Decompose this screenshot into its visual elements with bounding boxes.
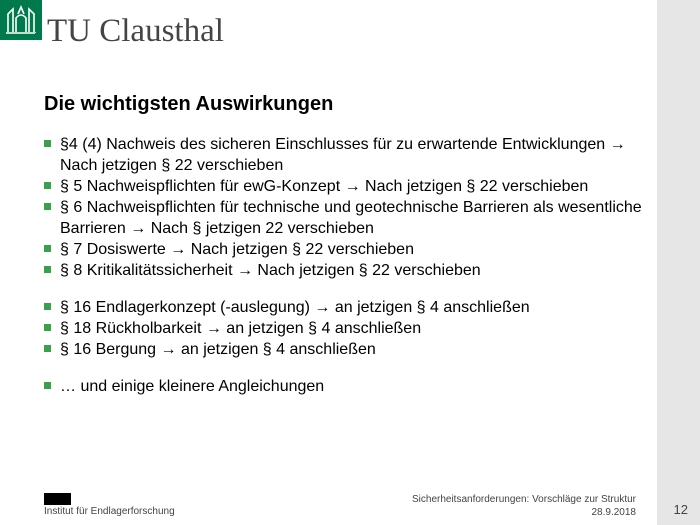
footer-date: 28.9.2018: [591, 507, 636, 518]
bullet-item: … und einige kleinere Angleichungen: [44, 376, 654, 397]
bullet-square-icon: [44, 345, 51, 352]
footer-institute: Institut für Endlagerforschung: [44, 506, 175, 517]
logo-text: TU Clausthal: [47, 13, 224, 49]
bullet-square-icon: [44, 140, 51, 147]
bullet-item: § 8 Kritikalitätssicherheit → Nach jetzigen § 22 verschieben: [44, 260, 654, 281]
footer-topic: Sicherheitsanforderungen: Vorschläge zur Struktur: [411, 494, 636, 505]
bullet-item: § 16 Endlagerkonzept (-auslegung) → an jetzigen § 4 anschließen: [44, 297, 654, 318]
bullet-list: [44, 134, 654, 397]
crest-icon: [4, 4, 38, 36]
slide-title: Die wichtigsten Auswirkungen: [44, 93, 334, 115]
bullet-item: §4 (4) Nachweis des sicheren Einschlusses für zu erwartende Entwicklungen → Nach jetzigen § 22 verschieben: [44, 134, 654, 176]
bullet-item: § 5 Nachweispflichten für ewG-Konzept → Nach jetzigen § 22 verschieben: [44, 176, 654, 197]
footer-black-bar: [44, 493, 71, 505]
bullet-square-icon: [44, 324, 51, 331]
bullet-square-icon: [44, 245, 51, 252]
bullet-item: § 7 Dosiswerte → Nach jetzigen § 22 verschieben: [44, 239, 654, 260]
bullet-square-icon: [44, 182, 51, 189]
right-sidebar-bar: [657, 0, 700, 525]
bullet-item: § 6 Nachweispflichten für technische und geotechnische Barrieren als wesentliche Barrieren → Nach § jetzigen 22 verschieben: [44, 197, 654, 239]
logo-dot: [35, 33, 42, 40]
page-number: 12: [673, 502, 688, 517]
bullet-item: § 18 Rückholbarkeit → an jetzigen § 4 anschließen: [44, 318, 654, 339]
bullet-square-icon: [44, 203, 51, 210]
bullet-square-icon: [44, 303, 51, 310]
bullet-square-icon: [44, 382, 51, 389]
bullet-square-icon: [44, 266, 51, 273]
bullet-item: § 16 Bergung → an jetzigen § 4 anschließen: [44, 339, 654, 360]
footer-info: [412, 493, 636, 519]
